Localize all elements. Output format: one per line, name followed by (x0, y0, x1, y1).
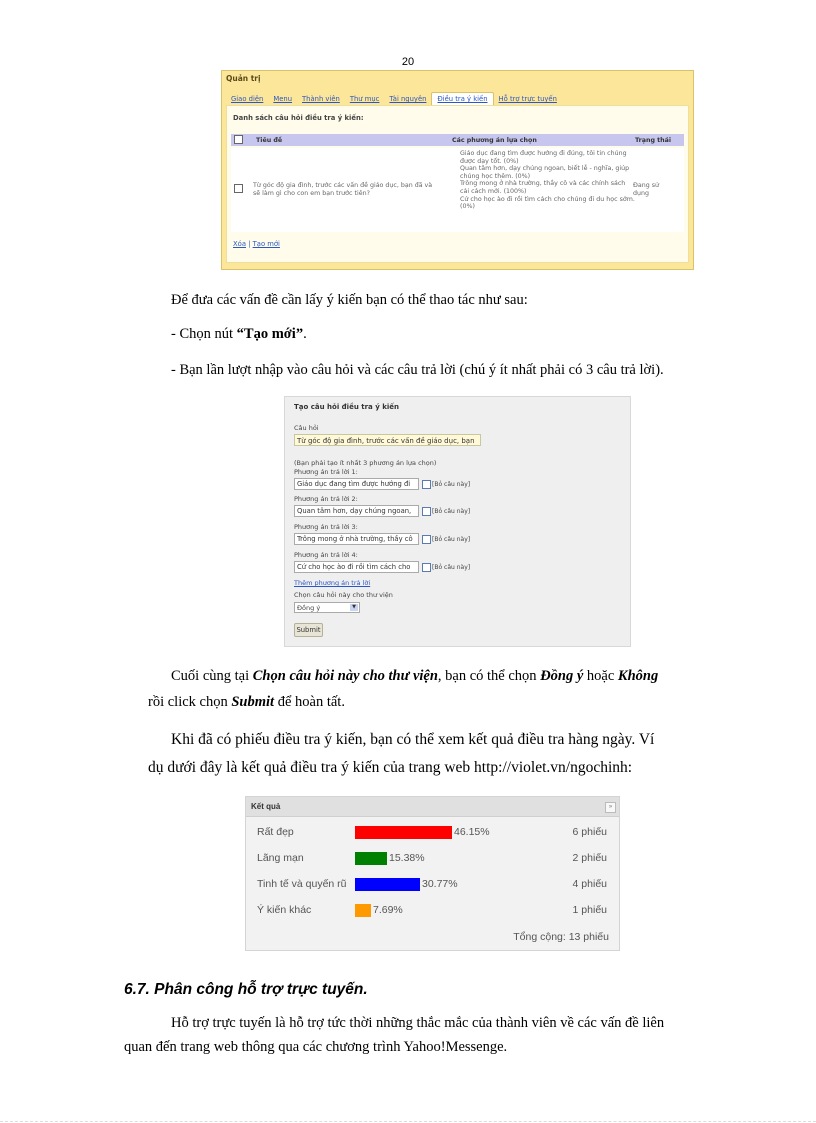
row-option-4: Cứ cho học ào đi rồi tìm cách cho chúng đi du học sớm. (0%) (460, 195, 635, 211)
form-title: Tạo câu hỏi điều tra ý kiến (294, 403, 399, 411)
answer-2-remove-label: [Bỏ câu này] (432, 508, 471, 515)
admin-links (233, 240, 280, 248)
row-option-2: Quan tâm hơn, dạy chúng ngoan, biết lễ - nghĩa, giúp chúng học thêm. (0%) (460, 165, 630, 180)
results-title: Kết quả (246, 797, 619, 817)
finish-bold-3: Không (617, 668, 659, 684)
create-poll-form-screenshot (284, 396, 631, 647)
chevron-down-icon: ▼ (350, 604, 358, 611)
section-heading: 6.7. Phân công hỗ trợ trực tuyến. (124, 981, 368, 998)
footer-divider (0, 1121, 816, 1122)
finish-bold-1: Chọn câu hỏi này cho thư viện (252, 668, 438, 684)
paragraph-results-line-2: dụ dưới đây là kết quả điều tra ý kiến của trang web http://violet.vn/ngochinh: (148, 759, 633, 776)
row-options (460, 150, 635, 211)
question-input[interactable]: Từ góc độ gia đình, trước các vấn đề giáo dục, bạn (294, 434, 481, 446)
question-label: Câu hỏi (294, 424, 319, 432)
paragraph-results-line-1: Khi đã có phiếu điều tra ý kiến, bạn có thể xem kết quả điều tra hàng ngày. Ví (171, 731, 655, 748)
finish-text-3: hoặc (583, 668, 618, 684)
answer-3-label: Phương án trả lời 3: (294, 523, 358, 531)
answer-4-input[interactable]: Cứ cho học ào đi rồi tìm cách cho (294, 561, 419, 573)
answer-1-label: Phương án trả lời 1: (294, 468, 358, 476)
create-new-link[interactable]: Tạo mới (252, 240, 280, 248)
finish-text-5: để hoàn tất. (274, 694, 345, 710)
finish-bold-2: Đồng ý (540, 668, 584, 684)
answer-1-remove-checkbox[interactable] (422, 480, 431, 489)
add-answer-link[interactable]: Thêm phương án trả lời (294, 579, 371, 587)
result-label: Tinh tế và quyến rũ (257, 878, 347, 890)
row-option-3: Trông mong ở nhà trường, thầy cô và các chính sách cải cách mới. (100%) (460, 180, 626, 195)
answer-3-remove-checkbox[interactable] (422, 535, 431, 544)
result-label: Rất đẹp (257, 826, 294, 838)
result-count: 6 phiếu (572, 826, 607, 838)
col-title: Tiêu đề (256, 136, 283, 144)
result-label: Lãng mạn (257, 852, 304, 864)
finish-text-4: rồi click chọn (148, 694, 232, 710)
admin-title: Quản trị (226, 74, 261, 83)
col-options: Các phương án lựa chọn (452, 136, 537, 144)
table-header (231, 134, 684, 146)
result-percent: 46.15% (454, 826, 490, 838)
col-status: Trạng thái (635, 136, 672, 144)
admin-content (226, 105, 689, 263)
row-status: Đang sử dụng (633, 182, 659, 197)
tab-giao-dien[interactable]: Giao diện (231, 95, 264, 103)
paragraph-support-line-2: quan đến trang web thông qua các chương trình Yahoo!Messenge. (124, 1039, 508, 1055)
row-option-1: Giáo dục đang tìm được hướng đi đúng, tôi tin chúng được dạy tốt. (0%) (460, 150, 627, 165)
result-percent: 30.77% (422, 878, 458, 890)
link-separator: | (248, 240, 251, 248)
tab-thu-muc[interactable]: Thư mục (349, 95, 380, 103)
result-label: Ý kiến khác (257, 904, 312, 916)
results-total: Tổng cộng: 13 phiếu (513, 931, 609, 943)
paragraph-finish-line-1 (171, 667, 746, 685)
delete-link[interactable]: Xóa (233, 240, 246, 248)
answer-1-input[interactable]: Giáo dục đang tìm được hướng đi (294, 478, 419, 490)
admin-tabs (226, 91, 689, 105)
result-percent: 7.69% (373, 904, 403, 916)
admin-panel-screenshot (221, 70, 694, 270)
finish-text-1: Cuối cùng tại (171, 668, 253, 684)
finish-bold-4: Submit (231, 694, 275, 710)
answer-4-remove-checkbox[interactable] (422, 563, 431, 572)
answer-2-input[interactable]: Quan tâm hơn, dạy chúng ngoan, (294, 505, 419, 517)
submit-button[interactable]: Submit (294, 623, 323, 637)
result-bar (355, 826, 452, 839)
step-1-bold: “Tạo mới” (236, 326, 304, 342)
paragraph-intro: Để đưa các vấn đề cần lấy ý kiến bạn có thể thao tác như sau: (171, 292, 528, 308)
answer-4-label: Phương án trả lời 4: (294, 551, 358, 559)
answer-4-remove-label: [Bỏ câu này] (432, 564, 471, 571)
answer-2-remove-checkbox[interactable] (422, 507, 431, 516)
result-count: 1 phiếu (572, 904, 607, 916)
tab-menu[interactable]: Menu (273, 95, 293, 103)
answer-2-label: Phương án trả lời 2: (294, 495, 358, 503)
answer-3-remove-label: [Bỏ câu này] (432, 536, 471, 543)
result-bar (355, 852, 387, 865)
paragraph-step-2: - Bạn lần lượt nhập vào câu hỏi và các câu trả lời (chú ý ít nhất phải có 3 câu trả lời). (171, 362, 664, 378)
library-select-value: Đồng ý (297, 604, 321, 612)
collapse-icon[interactable]: » (605, 802, 616, 813)
poll-results-screenshot (245, 796, 620, 951)
select-all-checkbox[interactable] (234, 135, 243, 144)
step-1-suffix: . (303, 326, 307, 342)
finish-text-2: , bạn có thể chọn (437, 668, 541, 684)
library-label: Chọn câu hỏi này cho thư viện (294, 591, 393, 599)
tab-ho-tro-truc-tuyen[interactable]: Hỗ trợ trực tuyến (498, 95, 557, 103)
tab-thanh-vien[interactable]: Thành viên (302, 95, 340, 103)
paragraph-finish-line-2 (148, 693, 345, 711)
result-bar (355, 904, 371, 917)
form-note: (Bạn phải tạo ít nhất 3 phương án lựa chọn) (294, 459, 437, 467)
table-row (231, 148, 684, 232)
tab-tai-nguyen[interactable]: Tài nguyên (389, 95, 427, 103)
row-title: Từ góc độ gia đình, trước các vấn đề giáo dục, bạn đã và sẽ làm gì cho con em bạn trước tiên? (253, 182, 433, 197)
result-bar (355, 878, 420, 891)
answer-3-input[interactable]: Trông mong ở nhà trường, thầy cô (294, 533, 419, 545)
library-select[interactable] (294, 602, 360, 613)
list-title: Danh sách câu hỏi điều tra ý kiến: (233, 114, 364, 122)
answer-1-remove-label: [Bỏ câu này] (432, 481, 471, 488)
result-count: 4 phiếu (572, 878, 607, 890)
step-1-text: - Chọn nút (171, 326, 237, 342)
page-number: 20 (401, 56, 415, 68)
paragraph-step-1 (171, 325, 307, 343)
result-percent: 15.38% (389, 852, 425, 864)
tab-dieu-tra-y-kien[interactable]: Điều tra ý kiến (431, 92, 493, 105)
paragraph-support-line-1: Hỗ trợ trực tuyến là hỗ trợ tức thời những thắc mắc của thành viên về các vấn đề liên (171, 1015, 665, 1031)
row-checkbox[interactable] (234, 184, 243, 193)
result-count: 2 phiếu (572, 852, 607, 864)
